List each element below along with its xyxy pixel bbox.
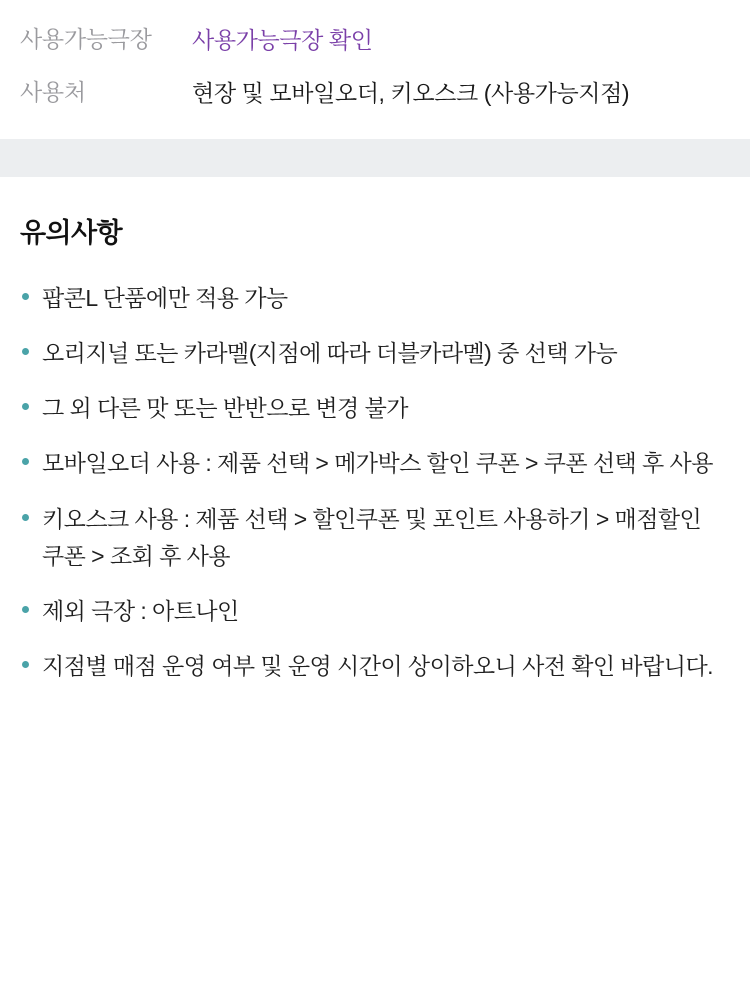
list-item-text: 키오스크 사용 : 제품 선택 > 할인쿠폰 및 포인트 사용하기 > 매점할인 쿠폰 > 조회 후 사용 xyxy=(42,505,702,569)
product-info-section xyxy=(0,0,750,129)
bullet-dot-icon xyxy=(22,514,29,521)
info-label-available-theaters: 사용가능극장 xyxy=(20,26,152,52)
section-divider-band xyxy=(0,139,750,177)
bullet-dot-icon xyxy=(22,606,29,613)
list-item-text: 팝콘L 단품에만 적용 가능 xyxy=(42,284,288,311)
list-item xyxy=(20,280,730,317)
list-item xyxy=(20,390,730,427)
available-theaters-link[interactable]: 사용가능극장 확인 xyxy=(192,27,373,53)
bullet-dot-icon xyxy=(22,458,29,465)
list-item xyxy=(20,501,730,576)
bullet-dot-icon xyxy=(22,293,29,300)
bullet-dot-icon xyxy=(22,661,29,668)
info-label-usage-place: 사용처 xyxy=(20,79,86,106)
notice-title: 유의사항 xyxy=(20,217,122,248)
bullet-dot-icon xyxy=(22,403,29,410)
info-row-usage-place xyxy=(20,75,730,128)
bullet-dot-icon xyxy=(22,348,29,355)
list-item-text: 모바일오더 사용 : 제품 선택 > 메가박스 할인 쿠폰 > 쿠폰 선택 후 사용 xyxy=(42,450,713,477)
list-item xyxy=(20,445,730,482)
list-item-text: 지점별 매점 운영 여부 및 운영 시간이 상이하오니 사전 확인 바랍니다. xyxy=(42,653,713,680)
info-row-available-theaters xyxy=(20,22,730,75)
notice-section xyxy=(0,177,750,686)
info-value-usage-place: 현장 및 모바일오더, 키오스크 (사용가능지점) xyxy=(192,80,630,107)
list-item xyxy=(20,648,730,685)
list-item-text: 제외 극장 : 아트나인 xyxy=(42,598,239,624)
notice-list xyxy=(20,280,730,686)
list-item xyxy=(20,335,730,372)
list-item-text: 그 외 다른 맛 또는 반반으로 변경 불가 xyxy=(42,395,408,421)
list-item-text: 오리지널 또는 카라멜(지점에 따라 더블카라멜) 중 선택 가능 xyxy=(42,339,618,366)
list-item xyxy=(20,593,730,630)
